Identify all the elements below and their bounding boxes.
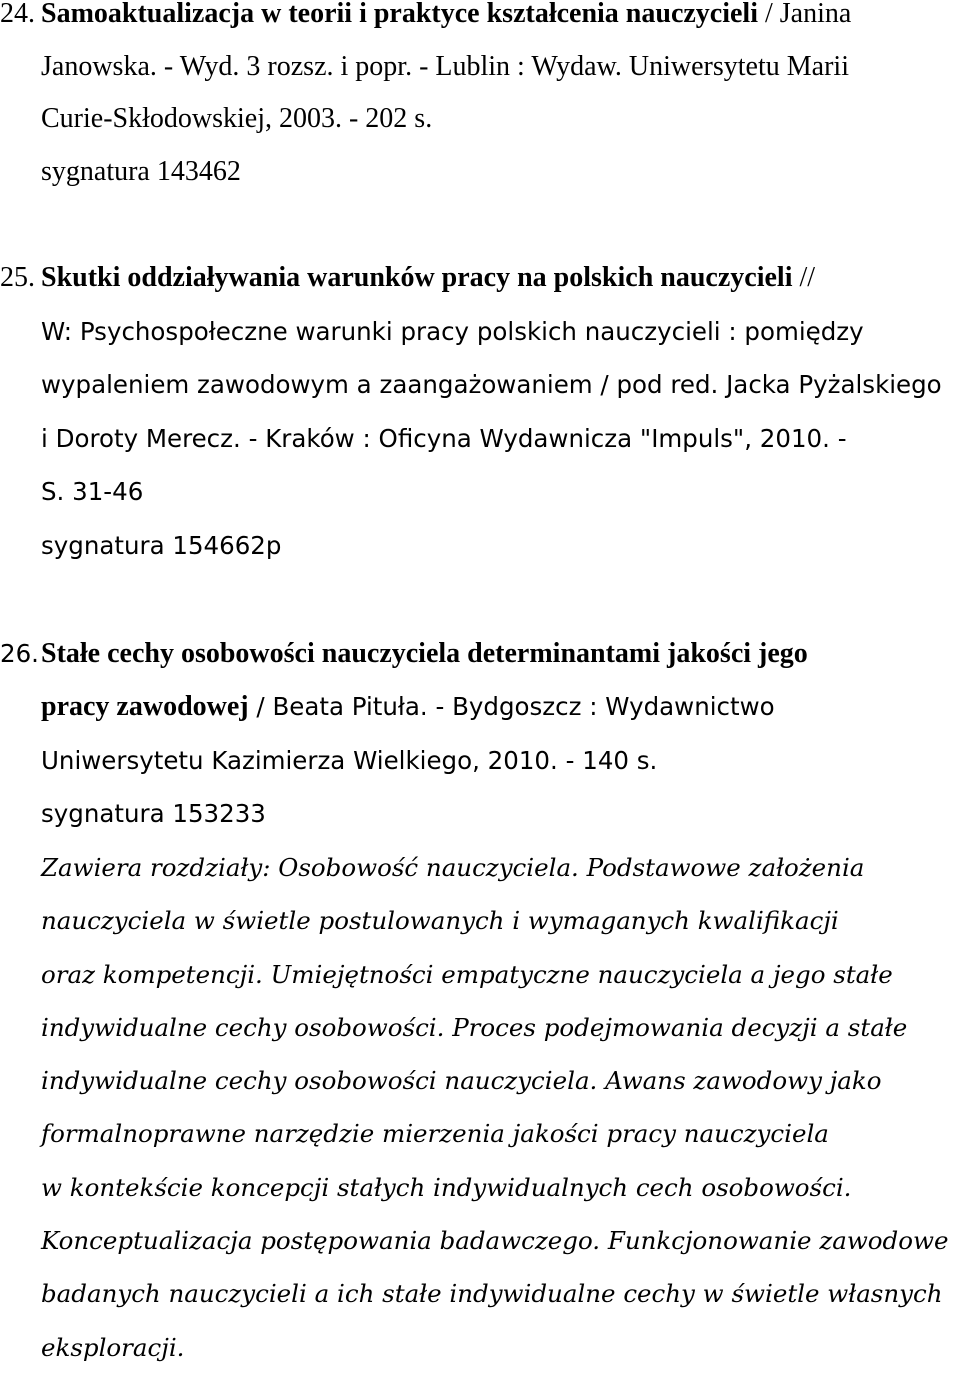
contents-line: eksploracji.	[41, 1332, 185, 1362]
entry-number: 24.	[0, 0, 35, 29]
entry-number: 25.	[0, 262, 35, 293]
entry-title-line	[41, 0, 959, 41]
bibliography-entry	[0, 627, 960, 841]
call-number: sygnatura 153233	[41, 799, 266, 829]
entry-title-line	[41, 680, 959, 733]
entry-author: / Janina	[758, 0, 852, 29]
table-of-contents	[0, 841, 960, 1374]
bibliography-entry	[0, 252, 960, 305]
contents-line: oraz kompetencji. Umiejętności empatyczne nauczyciela a jego stałe	[41, 959, 893, 989]
entry-title: Stałe cechy osobowości nauczyciela determinantami jakości jego	[41, 638, 808, 669]
contents-line: Konceptualizacja postępowania badawczego. Funkcjonowanie zawodowe	[41, 1226, 949, 1256]
entry-title-line	[41, 252, 959, 305]
entry-number: 26.	[0, 639, 39, 668]
entry-line: Uniwersytetu Kazimierza Wielkiego, 2010. - 140 s.	[41, 745, 658, 775]
entry-line: wypaleniem zawodowym a zaangażowaniem / pod red. Jacka Pyżalskiego	[41, 370, 942, 400]
contents-line: w kontekście koncepcji stałych indywidualnych cech osobowości.	[41, 1172, 852, 1202]
entry-line: Janowska. - Wyd. 3 rozsz. i popr. - Lublin : Wydaw. Uniwersytetu Marii	[41, 50, 849, 82]
entry-line: S. 31-46	[41, 477, 144, 507]
contents-line: indywidualne cechy osobowości. Proces podejmowania decyzji a stałe	[41, 1012, 908, 1042]
entry-title: Samoaktualizacja w teorii i praktyce kształcenia nauczycieli	[41, 0, 758, 29]
entry-line: Curie-Skłodowskiej, 2003. - 202 s.	[41, 103, 433, 135]
call-number: sygnatura 154662p	[41, 530, 282, 560]
entry-author: / Beata Pituła. - Bydgoszcz : Wydawnictwo	[248, 692, 775, 722]
contents-line: formalnoprawne narzędzie mierzenia jakości pracy nauczyciela	[41, 1119, 829, 1149]
contents-line: Zawiera rozdziały: Osobowość nauczyciela. Podstawowe założenia	[41, 853, 865, 882]
entry-title: pracy zawodowej	[41, 691, 249, 723]
entry-line: i Doroty Merecz. - Kraków : Oficyna Wydawnicza "Impuls", 2010. -	[41, 423, 847, 453]
contents-line: indywidualne cechy osobowości nauczyciela. Awans zawodowy jako	[41, 1066, 882, 1096]
bibliography-entry	[0, 0, 960, 199]
entry-title: Skutki oddziaływania warunków pracy na polskich nauczycieli	[41, 262, 793, 293]
entry-source-marker: //	[792, 262, 816, 293]
contents-line: nauczyciela w świetle postulowanych i wymaganych kwalifikacji	[41, 906, 839, 936]
entry-title-line	[41, 627, 959, 680]
entry-line: W: Psychospołeczne warunki pracy polskich nauczycieli : pomiędzy	[41, 317, 864, 346]
contents-line: badanych nauczycieli a ich stałe indywidualne cechy w świetle własnych	[41, 1279, 943, 1309]
call-number: sygnatura 143462	[41, 156, 241, 188]
bibliography-entry-continuation	[0, 305, 960, 572]
